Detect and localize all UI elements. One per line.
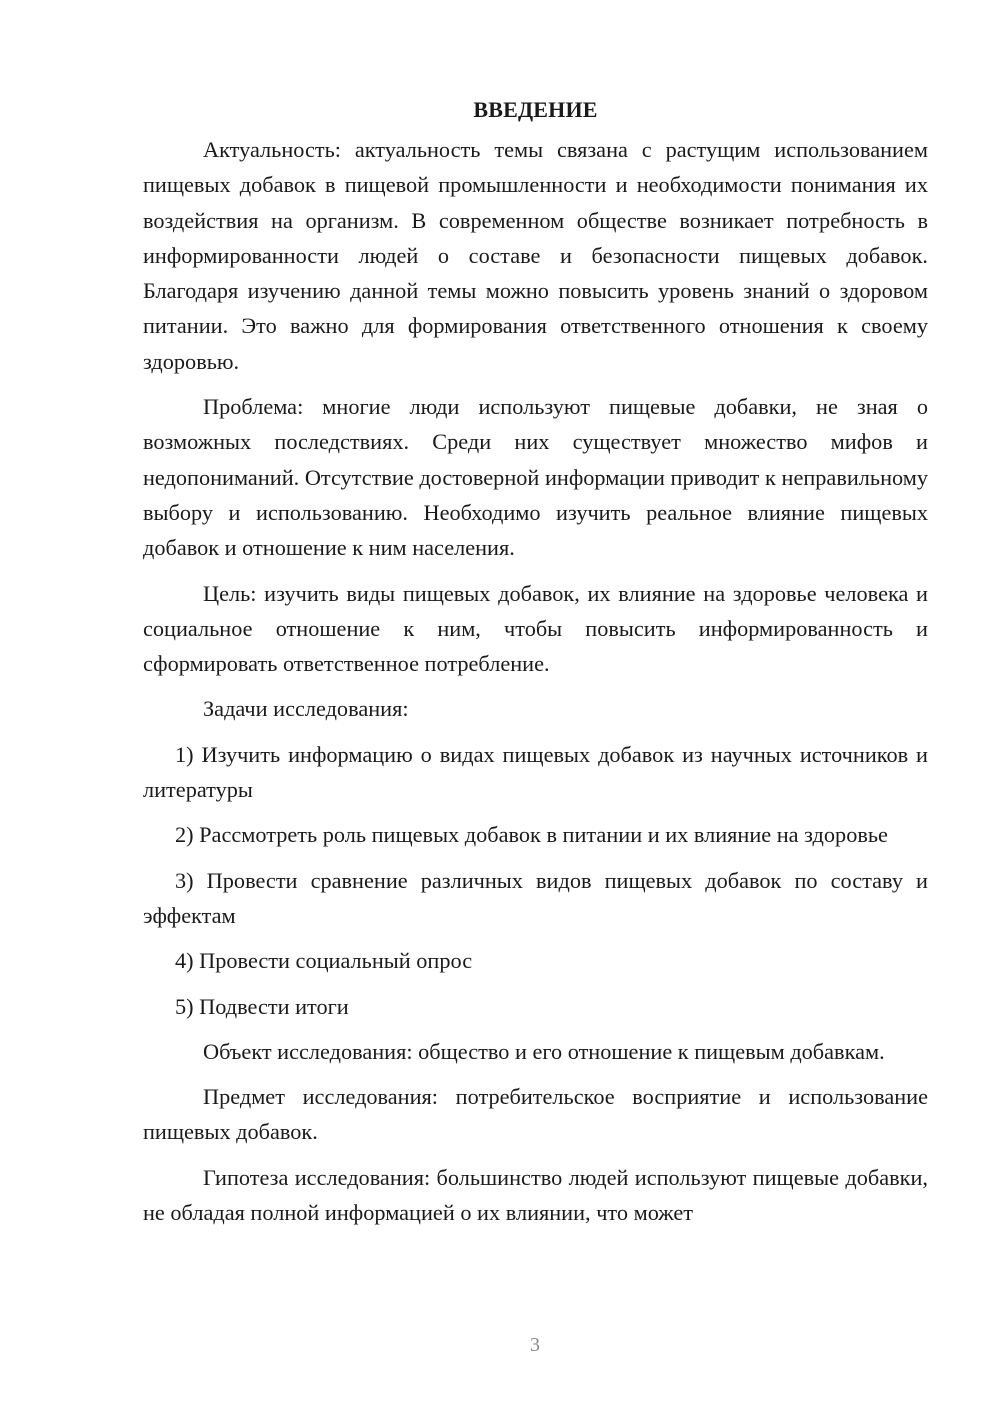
paragraph-hypothesis: Гипотеза исследования: большинство людей используют пищевые добавки, не обладая полной информацией о их влиянии, что может bbox=[143, 1164, 928, 1226]
task-item-1: 1) Изучить информацию о видах пищевых добавок из научных источников и литературы bbox=[143, 741, 928, 803]
paragraph-goal: Цель: изучить виды пищевых добавок, их влияние на здоровье человека и социальное отношение к ним, чтобы повысить информированность и сформировать ответственное потребление. bbox=[143, 580, 928, 677]
paragraph-relevance: Актуальность: актуальность темы связана с растущим использованием пищевых добавок в пищевой промышленности и необходимости понимания их воздействия на организм. В современном обществе возникает потребность в информированности людей о составе и безопасности пищевых добавок. Благодаря изучению данной темы можно повысить уровень знаний о здоровом питании. Это важно для формирования ответственного отношения к своему здоровью. bbox=[143, 137, 928, 374]
page-content bbox=[143, 94, 928, 1240]
paragraph-problem: Проблема: многие люди используют пищевые добавки, не зная о возможных последствиях. Среди них существует множество мифов и недопониманий. Отсутствие достоверной информации приводит к неправильному выбору и использованию. Необходимо изучить реальное влияние пищевых добавок и отношение к ним населения. bbox=[143, 394, 928, 561]
paragraph-object: Объект исследования: общество и его отношение к пищевым добавкам. bbox=[203, 1038, 885, 1064]
tasks-title: Задачи исследования: bbox=[203, 696, 409, 722]
task-item-4: 4) Провести социальный опрос bbox=[175, 948, 473, 974]
task-item-2: 2) Рассмотреть роль пищевых добавок в питании и их влияние на здоровье bbox=[175, 822, 888, 848]
paragraph-subject: Предмет исследования: потребительское восприятие и использование пищевых добавок. bbox=[143, 1084, 928, 1145]
task-item-3: 3) Провести сравнение различных видов пищевых добавок по составу и эффектам bbox=[143, 867, 928, 928]
task-item-5: 5) Подвести итоги bbox=[175, 993, 349, 1019]
page-number: 3 bbox=[530, 1334, 540, 1356]
section-heading: ВВЕДЕНИЕ bbox=[473, 97, 598, 122]
